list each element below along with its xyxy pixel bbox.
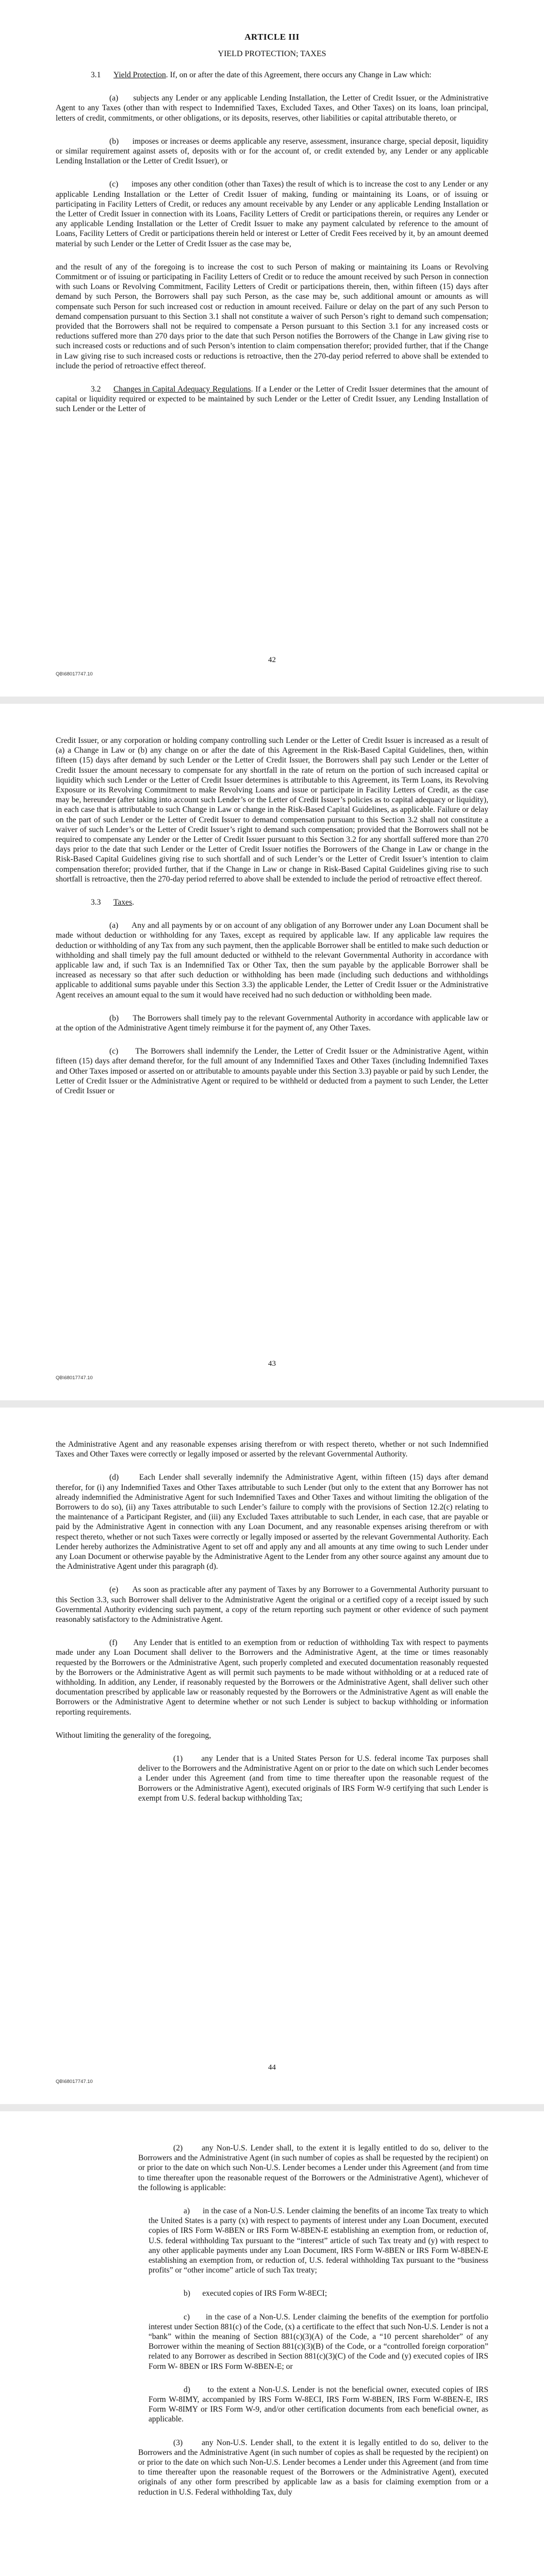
clause-a: (a) Any and all payments by or on account of any obligation of any Borrower under any Loan Document shall be made without deduction or withholding for any Taxes, except as required by applicable law. If any applicable law requires the deduction or withholding of any Tax from any such payment, then the applicable Borrower shall be entitled to make such deduction or withholding and shall timely pay the full amount deducted or withheld to the relevant Governmental Authority in accordance with applicable law and, if such Tax is an Indemnified Tax or Other Tax, then the sum payable by the applicable Borrower shall be increased as necessary so that after such deduction or withholding has been made (including such deductions and withholdings applicable to additional sums payable under this Section 3.3) the applicable Lender, the Letter of Credit Issuer or the Administrative Agent receives an amount equal to the sum it would have received had no such deduction or withholding been made.	[56, 921, 488, 999]
section-3-3-heading: Taxes	[113, 898, 133, 907]
item-2-c: c) in the case of a Non-U.S. Lender claiming the benefits of the exemption for portfolio interest under Section 881(c) of the Code, (x) a certificate to the effect that such Non-U.S. Lender is not a “bank” within the meaning of Section 881(c)(3)(A) of the Code, a “10 percent shareholder” of any Borrower within the meaning of Section 881(c)(3)(B) of the Code, or a “controlled foreign corporation” related to any Borrower as described in Section 881(c)(3)(C) of the Code and (y) executed copies of IRS Form W- 8BEN or IRS Form W-8BEN-E; or	[149, 2312, 488, 2371]
document-page-45	[0, 2111, 544, 2576]
document-page-43	[0, 704, 544, 1400]
page-number: 44	[268, 2063, 276, 2072]
section-3-3-intro: .	[132, 898, 135, 907]
document-page-42	[0, 0, 544, 697]
document-page-44	[0, 1408, 544, 2104]
page-number: 42	[268, 656, 276, 664]
clause-c: (c) imposes any other condition (other than Taxes) the result of which is to increase the cost to any Lender or any applicable Lending Installation or the Letter of Credit Issuer of making, funding or maintaining its Loans, or of issuing or participating in Facility Letters of Credit, or reduces any amount receivable by any Lender or any applicable Lending Installation or the Letter of Credit Issuer in connection with its Loans, Facility Letters of Credit or participations therein, or requires any Lender or any applicable Lending Installation or the Letter of Credit Issuer to make any payment calculated by reference to the amount of Loans, Facility Letters of Credit or participations therein held or interest or Letter of Credit Fees received by it, by an amount deemed material by such Lender or the Letter of Credit Issuer as the case may be,	[56, 180, 488, 248]
item-2-b: b) executed copies of IRS Form W-8ECI;	[184, 2289, 327, 2298]
clause-e: (e) As soon as practicable after any payment of Taxes by any Borrower to a Governmental Authority pursuant to this Section 3.3, such Borrower shall deliver to the Administrative Agent the original or a certified copy of a receipt issued by such Governmental Authority evidencing such payment, a copy of the return reporting such payment or other evidence of such payment reasonably satisfactory to the Administrative Agent.	[56, 1585, 488, 1624]
section-3-2-heading: Changes in Capital Adequacy Regulations	[113, 385, 251, 394]
section-3-2-number: 3.2	[91, 385, 101, 394]
footer-code: QB\68017747.10	[56, 2079, 93, 2084]
clause-d: (d) Each Lender shall severally indemnify the Administrative Agent, within fifteen (15) days after demand therefor, for (i) any Indemnified Taxes and Other Taxes attributable to such Lender (but only to the extent that any Borrower has not already indemnified the Administrative Agent for such Indemnified Taxes and Other Taxes and without limiting the obligation of the Borrowers to do so), (ii) any Taxes attributable to such Lender’s failure to comply with the provisions of Section 12.2(c) relating to the maintenance of a Participant Register, and (iii) any Excluded Taxes attributable to such Lender, in each case, that are payable or paid by the Administrative Agent in connection with any Loan Document, and any reasonable expenses arising therefrom or with respect thereto, whether or not such Taxes were correctly or legally imposed or asserted by the relevant Governmental Authority. Each Lender hereby authorizes the Administrative Agent to set off and apply any and all amounts at any time owing to such Lender under any Loan Document or otherwise payable by the Administrative Agent to the Lender from any other source against any amount due to the Administrative Agent under this paragraph (d).	[56, 1473, 488, 1571]
clause-b: (b) imposes or increases or deems applicable any reserve, assessment, insurance charge, special deposit, liquidity or similar requirement against assets of, deposits with or for the account of, or credit extended by, any Lender or any applicable Lending Installation or the Letter of Credit Issuer), or	[56, 137, 488, 166]
page-number: 43	[268, 1360, 276, 1368]
continued-paragraph: the Administrative Agent and any reasonable expenses arising therefrom or with respect thereto, whether or not such Indemnified Taxes and Other Taxes were correctly or legally imposed or asserted by the relevant Governmental Authority.	[56, 1440, 488, 1459]
article-subtitle: YIELD PROTECTION; TAXES	[218, 49, 326, 58]
clause-a: (a) subjects any Lender or any applicable Lending Installation, the Letter of Credit Issuer, or the Administrative Agent to any Taxes (other than with respect to Indemnified Taxes, Excluded Taxes, and Other Taxes) on its loans, loan principal, letters of credit, commitments, or other obligations, or its deposits, reserves, other liabilities or capital attributable thereto, or	[56, 94, 488, 123]
result-paragraph: and the result of any of the foregoing is to increase the cost to such Person of making or maintaining its Loans or Revolving Commitment or of issuing or participating in Facility Letters of Credit or to reduce the amount received by such Person in connection with such Loans or Revolving Commitment, Facility Letters of Credit or participations therein, then, within fifteen (15) days after demand by such Person, the Borrowers shall pay such Person, as the case may be, such additional amount or amounts as will compensate such Person for such increased cost or reduction in amount received. Failure or delay on the part of any such Person to demand compensation pursuant to this Section 3.1 shall not constitute a waiver of such Person’s right to demand such compensation; provided that the Borrowers shall not be required to compensate a Person pursuant to this Section 3.1 for any increased costs or reductions suffered more than 270 days prior to the date that such Person notifies the Borrowers of the Change in Law giving rise to such increased costs or reductions and of such Person’s intention to claim compensation therefor; provided further, that if the Change in Law giving rise to such increased costs or reductions is retroactive, then the 270-day period referred to above shall be extended to include the period of retroactive effect thereof.	[56, 262, 488, 370]
without-limiting-line: Without limiting the generality of the foregoing,	[56, 1731, 211, 1740]
section-3-2-paragraph	[56, 384, 488, 414]
item-2-a: a) in the case of a Non-U.S. Lender claiming the benefits of an income Tax treaty to which the United States is a party (x) with respect to payments of interest under any Loan Document, executed copies of IRS Form W-8BEN or IRS Form W-8BEN-E establishing an exemption from, or reduction of, U.S. federal withholding Tax pursuant to the “interest” article of such Tax treaty and (y) with respect to any other applicable payments under any Loan Document, IRS Form W-8BEN or IRS Form W-8BEN-E establishing an exemption from, or reduction of, U.S. federal withholding Tax pursuant to the “business profits” or “other income” article of such Tax treaty;	[149, 2207, 488, 2275]
section-3-1-paragraph	[56, 70, 488, 80]
footer-code: QB\68017747.10	[56, 1375, 93, 1381]
item-2: (2) any Non-U.S. Lender shall, to the extent it is legally entitled to do so, deliver to the Borrowers and the Administrative Agent (in such number of copies as shall be requested by the recipient) on or prior to the date on which such Non-U.S. Lender becomes a Lender under this Agreement (and from time to time thereafter upon the reasonable request of the Borrowers or the Administrative Agent), whichever of the following is applicable:	[138, 2144, 488, 2192]
clause-b: (b) The Borrowers shall timely pay to the relevant Governmental Authority in accordance with applicable law or at the option of the Administrative Agent timely reimburse it for the payment of, any Other Taxes.	[56, 1013, 488, 1033]
item-3: (3) any Non-U.S. Lender shall, to the extent it is legally entitled to do so, deliver to the Borrowers and the Administrative Agent (in such number of copies as shall be requested by the recipient) on or prior to the date on which such Non-U.S. Lender becomes a Lender under this Agreement (and from time to time thereafter upon the reasonable request of the Borrowers or the Administrative Agent), executed originals of any other form prescribed by applicable law as a basis for claiming exemption from or a reduction in U.S. Federal withholding Tax, duly	[138, 2438, 488, 2497]
article-title: ARTICLE III	[244, 32, 300, 42]
clause-c: (c) The Borrowers shall indemnify the Lender, the Letter of Credit Issuer or the Administrative Agent, within fifteen (15) days after demand therefor, for the full amount of any Indemnified Taxes and Other Taxes (including Indemnified Taxes and Other Taxes imposed or asserted on or attributable to amounts payable under this Section 3.3) payable or paid by such Lender, the Letter of Credit Issuer or the Administrative Agent or required to be withheld or deducted from a payment to such Lender, the Letter of Credit Issuer or	[56, 1047, 488, 1096]
clause-f: (f) Any Lender that is entitled to an exemption from or reduction of withholding Tax with respect to payments made under any Loan Document shall deliver to the Borrowers and the Administrative Agent, at the time or times reasonably requested by the Borrowers or the Administrative Agent, such properly completed and executed documentation reasonably requested by the Borrowers or the Administrative Agent as will permit such payments to be made without withholding or at a reduced rate of withholding. In addition, any Lender, if reasonably requested by the Borrowers or the Administrative Agent, shall deliver such other documentation prescribed by applicable law or reasonably requested by the Borrowers or the Administrative Agent as will enable the Borrowers or the Administrative Agent to determine whether or not such Lender is subject to backup withholding or information reporting requirements.	[56, 1638, 488, 1717]
continued-paragraph: Credit Issuer, or any corporation or holding company controlling such Lender or the Letter of Credit Issuer is increased as a result of (a) a Change in Law or (b) any change on or after the date of this Agreement in the Risk-Based Capital Guidelines, then, within fifteen (15) days after demand by such Lender or the Letter of Credit Issuer, the Borrowers shall pay such Lender or the Letter of Credit Issuer the amount necessary to compensate for any shortfall in the rate of return on the portion of such increased capital or liquidity which such Lender or the Letter of Credit Issuer determines is attributable to this Agreement, its Term Loans, its Revolving Exposure or its Revolving Commitment to make Revolving Loans and issue or participate in Facility Letters of Credit, as the case may be, hereunder (after taking into account such Lender’s or the Letter of Credit Issuer’s policies as to capital adequacy or liquidity), in each case that is attributable to such Change in Law or change in the Risk-Based Capital Guidelines, as applicable. Failure or delay on the part of such Lender or the Letter of Credit Issuer to demand compensation pursuant to this Section 3.2 shall not constitute a waiver of such Lender’s or the Letter of Credit Issuer’s right to demand such compensation; provided that the Borrowers shall not be required to compensate any Lender or the Letter of Credit Issuer pursuant to this Section 3.2 for any shortfall suffered more than 270 days prior to the date that such Lender or the Letter of Credit Issuer notifies the Borrowers of the Change in Law or change in the Risk-Based Capital Guidelines giving rise to such shortfall and of such Lender’s or the Letter of Credit Issuer’s intention to claim compensation therefor; provided further, that if the Change in Law or change in Risk-Based Capital Guidelines giving rise to such shortfall is retroactive, then the 270-day period referred to above shall be extended to include the period of retroactive effect thereof.	[56, 736, 488, 884]
section-3-3-number: 3.3	[91, 898, 101, 907]
section-3-1-heading: Yield Protection	[113, 71, 166, 79]
section-3-3-paragraph	[56, 897, 488, 907]
section-3-2-intro: . If a Lender or the Letter of Credit Issuer determines that the amount of capital or liquidity required or expected to be maintained by such Lender or the Letter of Credit Issuer, any Lending Installation of such Lender or the Letter of	[56, 385, 488, 414]
item-1: (1) any Lender that is a United States Person for U.S. federal income Tax purposes shall deliver to the Borrowers and the Administrative Agent on or prior to the date on which such Lender becomes a Lender under this Agreement (and from time to time thereafter upon the reasonable request of the Borrowers or the Administrative Agent), executed originals of IRS Form W-9 certifying that such Lender is exempt from U.S. federal backup withholding Tax;	[138, 1754, 489, 1803]
item-2-d: d) to the extent a Non-U.S. Lender is not the beneficial owner, executed copies of IRS Form W-8IMY, accompanied by IRS Form W-8ECI, IRS Form W-8BEN, IRS Form W-8BEN-E, IRS Form W-8IMY or IRS Form W-9, and/or other certification documents from each beneficial owner, as applicable.	[149, 2385, 488, 2424]
footer-code: QB\68017747.10	[56, 671, 93, 677]
section-3-1-number: 3.1	[91, 71, 101, 79]
section-3-1-intro: . If, on or after the date of this Agreement, there occurs any Change in Law which:	[166, 71, 432, 79]
